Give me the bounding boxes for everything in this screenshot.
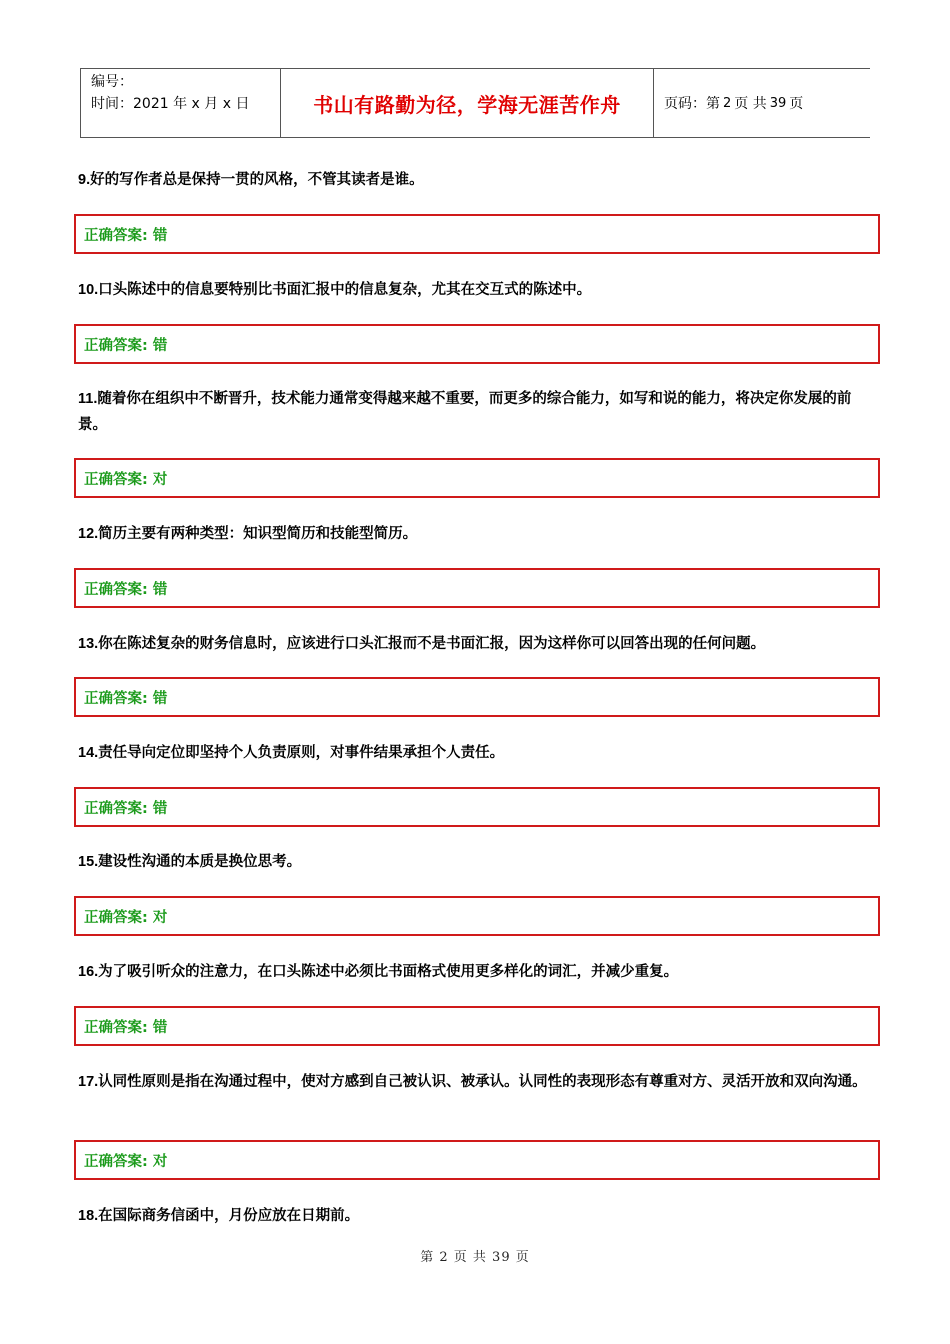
question [78,959,878,985]
question [78,740,878,766]
question-number: 12. [78,526,99,542]
question-text: 在国际商务信函中，月份应放在日期前。 [98,1208,360,1224]
answer-box: 正确答案: 错 [74,1006,880,1046]
question [78,1203,878,1229]
question [78,631,878,657]
time-label: 时间：2021 年 x 月 x 日 [91,96,250,112]
question-number: 18. [78,1208,99,1224]
question-text: 建设性沟通的本质是换位思考。 [98,854,302,870]
page-total: 39 [769,95,787,111]
header-meta [80,69,281,137]
question-number: 13. [78,636,99,652]
answer-box: 正确答案: 错 [74,324,880,364]
header-page-info [654,69,870,137]
question-text: 口头陈述中的信息要特别比书面汇报中的信息复杂，尤其在交互式的陈述中。 [98,282,592,298]
answer-box: 正确答案: 错 [74,214,880,254]
page-current: 2 [723,95,732,111]
answer-box: 正确答案: 错 [74,787,880,827]
answer-box: 正确答案: 对 [74,1140,880,1180]
question-text: 简历主要有两种类型：知识型简历和技能型简历。 [98,526,418,542]
question-number: 9. [78,172,91,188]
question-text: 随着你在组织中不断晋升，技术能力通常变得越来越不重要，而更多的综合能力，如写和说的能力，将决定你发展的前景。 [78,391,852,433]
question [78,1069,878,1095]
header-motto: 书山有路勤为径，学海无涯苦作舟 [281,69,654,137]
question-number: 15. [78,854,99,870]
question [78,849,878,875]
answer-box: 正确答案: 对 [74,896,880,936]
page-header [80,68,870,138]
question-text: 你在陈述复杂的财务信息时，应该进行口头汇报而不是书面汇报，因为这样你可以回答出现的任何问题。 [98,636,766,652]
question-text: 认同性原则是指在沟通过程中，使对方感到自己被认识、被承认。认同性的表现形态有尊重对方、灵活开放和双向沟通。 [98,1074,867,1090]
question-number: 10. [78,282,99,298]
answer-box: 正确答案: 错 [74,677,880,717]
page-footer: 第 2 页 共 39 页 [420,1250,530,1265]
number-label: 编号： [91,74,133,90]
page-prefix: 页码：第 [664,96,720,112]
answer-box: 正确答案: 对 [74,458,880,498]
question-number: 17. [78,1074,99,1090]
answer-box: 正确答案: 错 [74,568,880,608]
page-suffix: 页 [789,96,804,112]
question-text: 为了吸引听众的注意力，在口头陈述中必须比书面格式使用更多样化的词汇，并减少重复。 [98,964,679,980]
question-text: 责任导向定位即坚持个人负责原则，对事件结果承担个人责任。 [98,745,505,761]
question-text: 好的写作者总是保持一贯的风格，不管其读者是谁。 [90,172,424,188]
question [78,167,878,193]
question [78,386,878,438]
question [78,277,878,303]
page-mid: 页 共 [734,96,767,112]
question [78,521,878,547]
question-number: 16. [78,964,99,980]
question-number: 11. [78,391,98,407]
question-number: 14. [78,745,99,761]
